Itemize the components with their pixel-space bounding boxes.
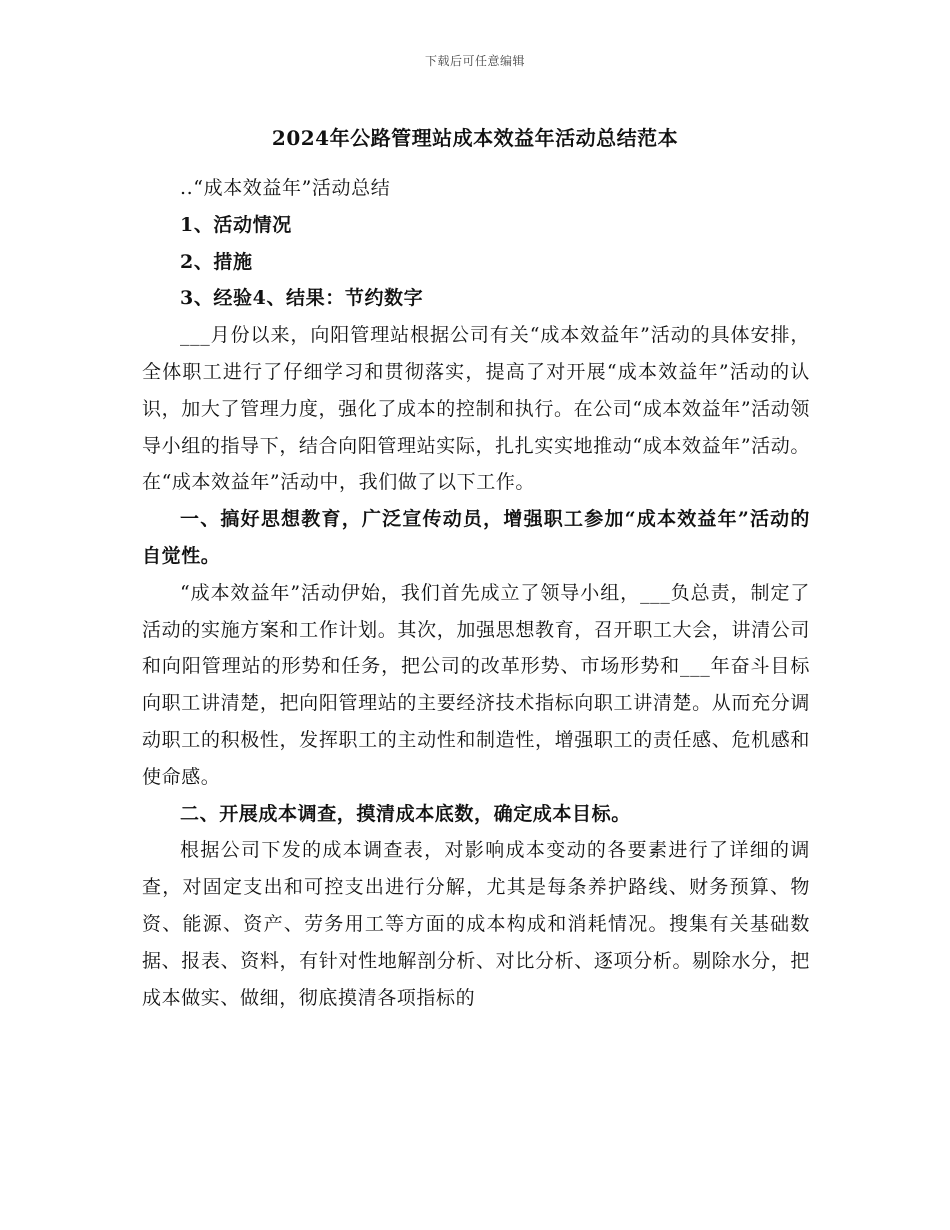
- paragraph-9: 根据公司下发的成本调查表，对影响成本变动的各要素进行了详细的调查，对固定支出和可控支出进行分解，尤其是每条养护路线、财务预算、物资、能源、资产、劳务用工等方面的成本构成和消耗情况。搜集有关基础数据、报表、资料，有针对性地解剖分析、对比分析、逐项分析。剔除水分，把成本做实、做细，彻底摸清各项指标的: [142, 839, 810, 1009]
- document-body: [142, 170, 810, 1016]
- paragraph-6: 一、搞好思想教育，广泛宣传动员，增强职工参加“成本效益年”活动的自觉性。: [142, 508, 810, 567]
- document-title: 2024年公路管理站成本效益年活动总结范本: [271, 126, 679, 150]
- paragraph-5: ___月份以来，向阳管理站根据公司有关“成本效益年”活动的具体安排，全体职工进行了仔细学习和贯彻落实，提高了对开展“成本效益年”活动的认识，加大了管理力度，强化了成本的控制和执行。在公司“成本效益年”活动领导小组的指导下，结合向阳管理站实际，扎扎实实地推动“成本效益年”活动。在“成本效益年”活动中，我们做了以下工作。: [142, 324, 810, 494]
- paragraph-8: 二、开展成本调查，摸清成本底数，确定成本目标。: [180, 802, 631, 825]
- paragraph-4: 3、经验4、结果：节约数字: [180, 287, 424, 310]
- paragraph-2: 1、活动情况: [180, 213, 292, 236]
- paragraph-3: 2、措施: [180, 250, 253, 273]
- paragraph-7: “成本效益年”活动伊始，我们首先成立了领导小组，___负总责，制定了活动的实施方案和工作计划。其次，加强思想教育，召开职工大会，讲清公司和向阳管理站的形势和任务，把公司的改革形势、市场形势和___年奋斗目标向职工讲清楚，把向阳管理站的主要经济技术指标向职工讲清楚。从而充分调动职工的积极性，发挥职工的主动性和制造性，增强职工的责任感、危机感和使命感。: [142, 581, 810, 788]
- page-header-note: 下载后可任意编辑: [424, 54, 525, 68]
- paragraph-1: ..“成本效益年”活动总结: [180, 177, 391, 199]
